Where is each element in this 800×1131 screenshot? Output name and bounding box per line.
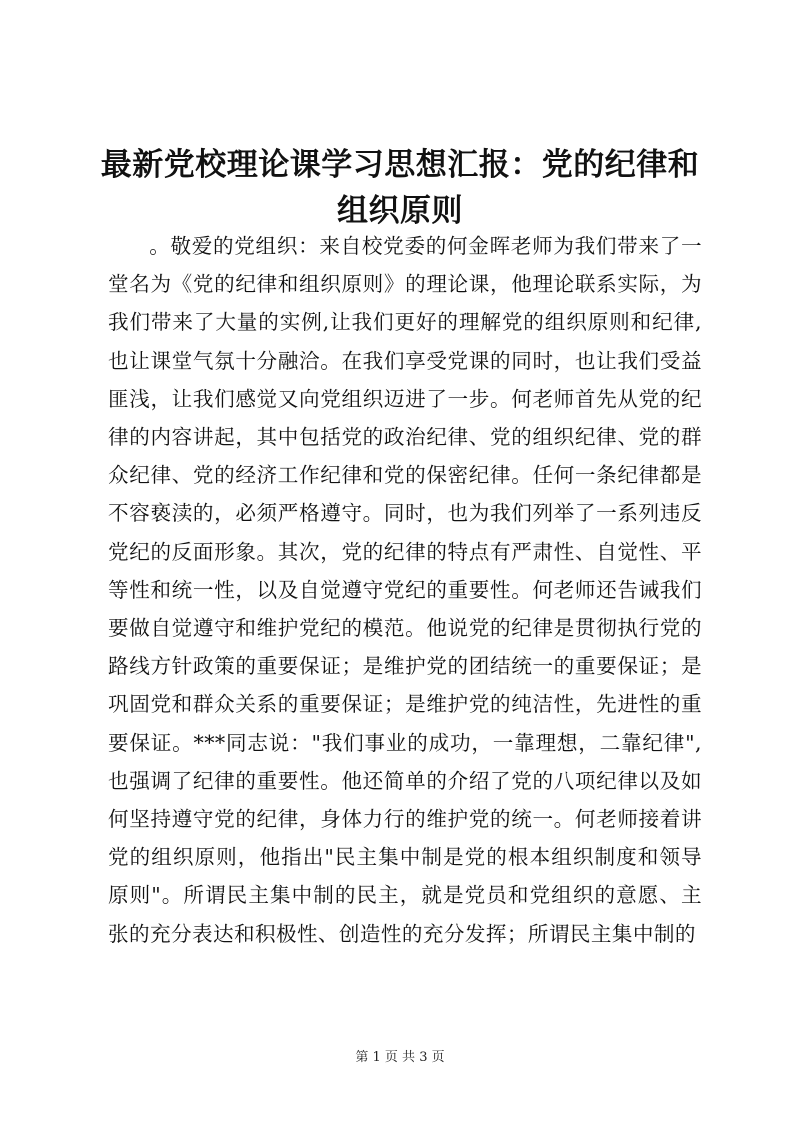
document-body-paragraph: 。敬爱的党组织：来自校党委的何金晖老师为我们带来了一堂名为《党的纪律和组织原则》的理论课，他理论联系实际，为我们带来了大量的实例,让我们更好的理解党的组织原则和纪律,也让课堂气氛十分融洽。在我们享受党课的同时，也让我们受益匪浅，让我们感觉又向党组织迈进了一步。何老师首先从党的纪律的内容讲起，其中包括党的政治纪律、党的组织纪律、党的群众纪律、党的经济工作纪律和党的保密纪律。任何一条纪律都是不容亵渎的，必须严格遵守。同时，也为我们列举了一系列违反党纪的反面形象。其次，党的纪律的特点有严肃性、自觉性、平等性和统一性，以及自觉遵守党纪的重要性。何老师还告诫我们要做自觉遵守和维护党纪的模范。他说党的纪律是贯彻执行党的路线方针政策的重要保证；是维护党的团结统一的重要保证；是巩固党和群众关系的重要保证；是维护党的纯洁性，先进性的重要保证。***同志说："我们事业的成功，一靠理想，二靠纪律",也强调了纪律的重要性。他还简单的介绍了党的八项纪律以及如何坚持遵守党的纪律，身体力行的维护党的统一。何老师接着讲党的组织原则，他指出"民主集中制是党的根本组织制度和领导原则"。所谓民主集中制的民主，就是党员和党组织的意愿、主张的充分表达和积极性、创造性的充分发挥；所谓民主集中制的 [108, 234, 702, 946]
page-number-footer: 第 1 页 共 3 页 [355, 1050, 445, 1065]
document-title: 最新党校理论课学习思想汇报：党的纪律和组织原则 [100, 147, 700, 229]
